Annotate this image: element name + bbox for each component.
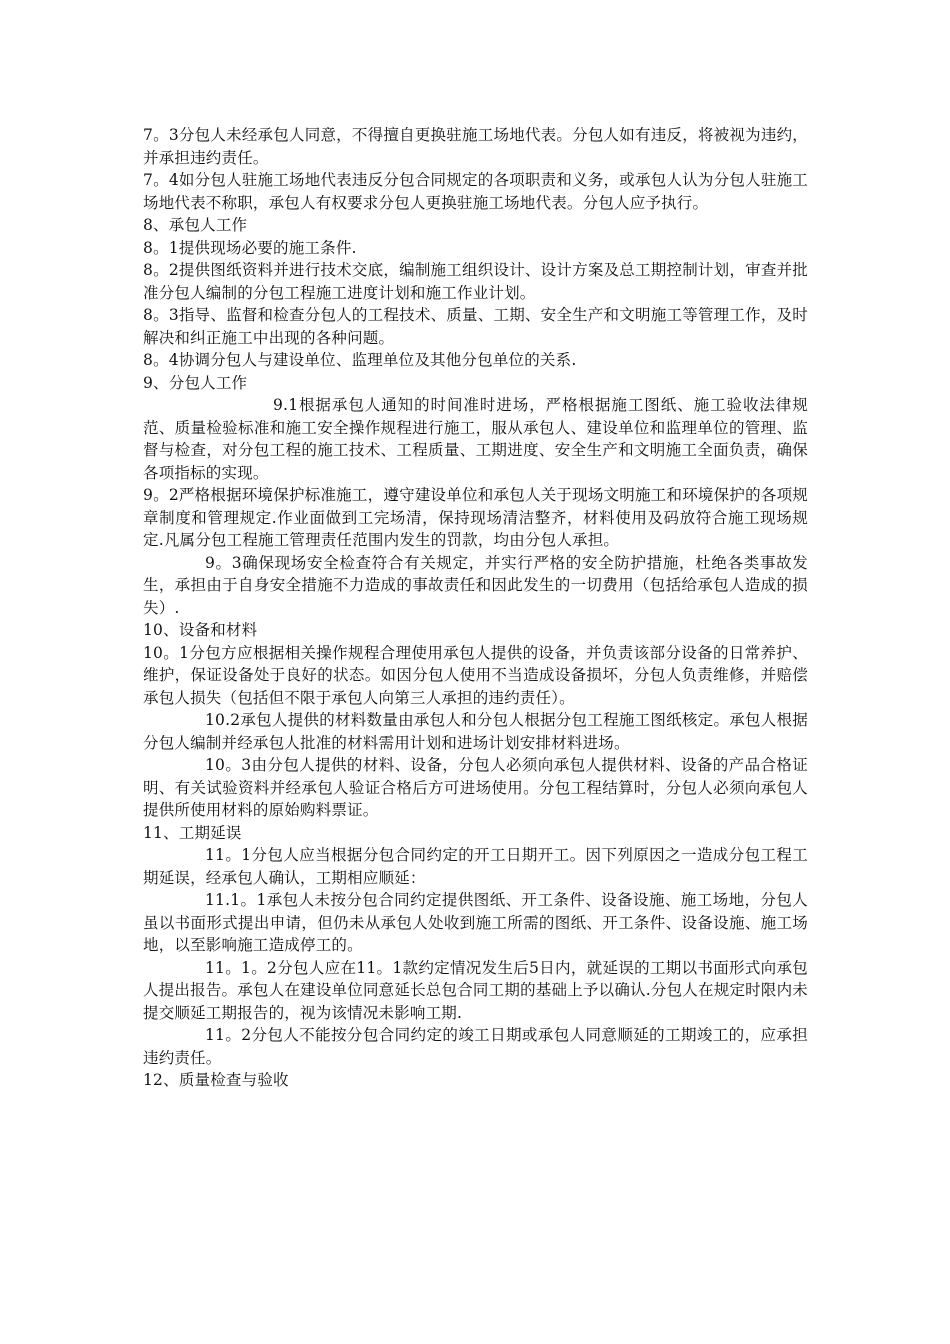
section-heading-11: 11、工期延误 [143,823,242,842]
paragraph-8-2: 8。2提供图纸资料并进行技术交底，编制施工组织设计、设计方案及总工期控制计划，审查并批准分包人编制的分包工程施工进度计划和施工作业计划。 [143,261,808,302]
paragraph-10-3: 10。3由分包人提供的材料、设备，分包人必须向承包人提供材料、设备的产品合格证明、有关试验资料并经承包人验证合格后方可进场使用。分包工程结算时，分包人必须向承包人提供所使用材料的原始购料票证。 [143,756,808,819]
paragraph-11-1-1: 11.1。1承包人未按分包合同约定提供图纸、开工条件、设备设施、施工场地，分包人虽以书面形式提出申请，但仍未从承包人处收到施工所需的图纸、开工条件、设备设施、施工场地，以至影响施工造成停工的。 [143,891,808,954]
paragraph-10-2: 10.2承包人提供的材料数量由承包人和分包人根据分包工程施工图纸核定。承包人根据分包人编制并经承包人批准的材料需用计划和进场计划安排材料进场。 [143,711,808,752]
paragraph-8-3: 8。3指导、监督和检查分包人的工程技术、质量、工期、安全生产和文明施工等管理工作，及时解决和纠正施工中出现的各种问题。 [143,306,808,347]
section-heading-12: 12、质量检查与验收 [143,1071,289,1089]
section-heading-9: 9、分包人工作 [143,373,248,392]
paragraph-8-1: 8。1提供现场必要的施工条件. [143,238,357,257]
paragraph-11-1: 11。1分包人应当根据分包合同约定的开工日期开工。因下列原因之一造成分包工程工期延误，经承包人确认，工期相应顺延： [143,846,808,887]
paragraph-10-1: 10。1分包方应根据相关操作规程合理使用承包人提供的设备，并负责该部分设备的日常养护、维护，保证设备处于良好的状态。如因分包人使用不当造成设备损坏，分包人负责维修，并赔偿承包人损失（包括但不限于承包人向第三人承担的违约责任）。 [143,643,808,707]
paragraph-9-3: 9。3确保现场安全检查符合有关规定，并实行严格的安全防护措施，杜绝各类事故发生，承担由于自身安全措施不力造成的事故责任和因此发生的一切费用（包括给承包人造成的损失）. [143,553,808,617]
paragraph-8-4: 8。4协调分包人与建设单位、监理单位及其他分包单位的关系. [143,351,577,369]
document-body [143,124,808,1092]
section-heading-8: 8、承包人工作 [143,216,248,234]
paragraph-11-2: 11。2分包人不能按分包合同约定的竣工日期或承包人同意顺延的工期竣工的，应承担违约责任。 [143,1026,808,1067]
paragraph-9-1: 9.1根据承包人通知的时间准时进场，严格根据施工图纸、施工验收法律规范、质量检验标准和施工安全操作规程进行施工，服从承包人、建设单位和监理单位的管理、监督与检查，对分包工程的施工技术、工程质量、工期进度、安全生产和文明施工全面负责，确保各项指标的实现。 [143,396,808,482]
paragraph-7-3: 7。3分包人未经承包人同意，不得擅自更换驻施工场地代表。分包人如有违反，将被视为违约，并承担违约责任。 [143,126,808,167]
paragraph-11-1-2: 11。1。2分包人应在11。1款约定情况发生后5日内，就延误的工期以书面形式向承包人提出报告。承包人在建设单位同意延长总包合同工期的基础上予以确认.分包人在规定时限内未提交顺延工期报告的，视为该情况未影响工期. [143,958,808,1022]
paragraph-7-4: 7。4如分包人驻施工场地代表违反分包合同规定的各项职责和义务，或承包人认为分包人驻施工场地代表不称职，承包人有权要求分包人更换驻施工场地代表。分包人应予执行。 [143,171,808,212]
section-heading-10: 10、设备和材料 [143,621,258,639]
paragraph-9-2: 9。2严格根据环境保护标准施工，遵守建设单位和承包人关于现场文明施工和环境保护的各项规章制度和管理规定.作业面做到工完场清，保持现场清洁整齐，材料使用及码放符合施工现场规定.凡属分包工程施工管理责任范围内发生的罚款，均由分包人承担。 [143,486,808,549]
